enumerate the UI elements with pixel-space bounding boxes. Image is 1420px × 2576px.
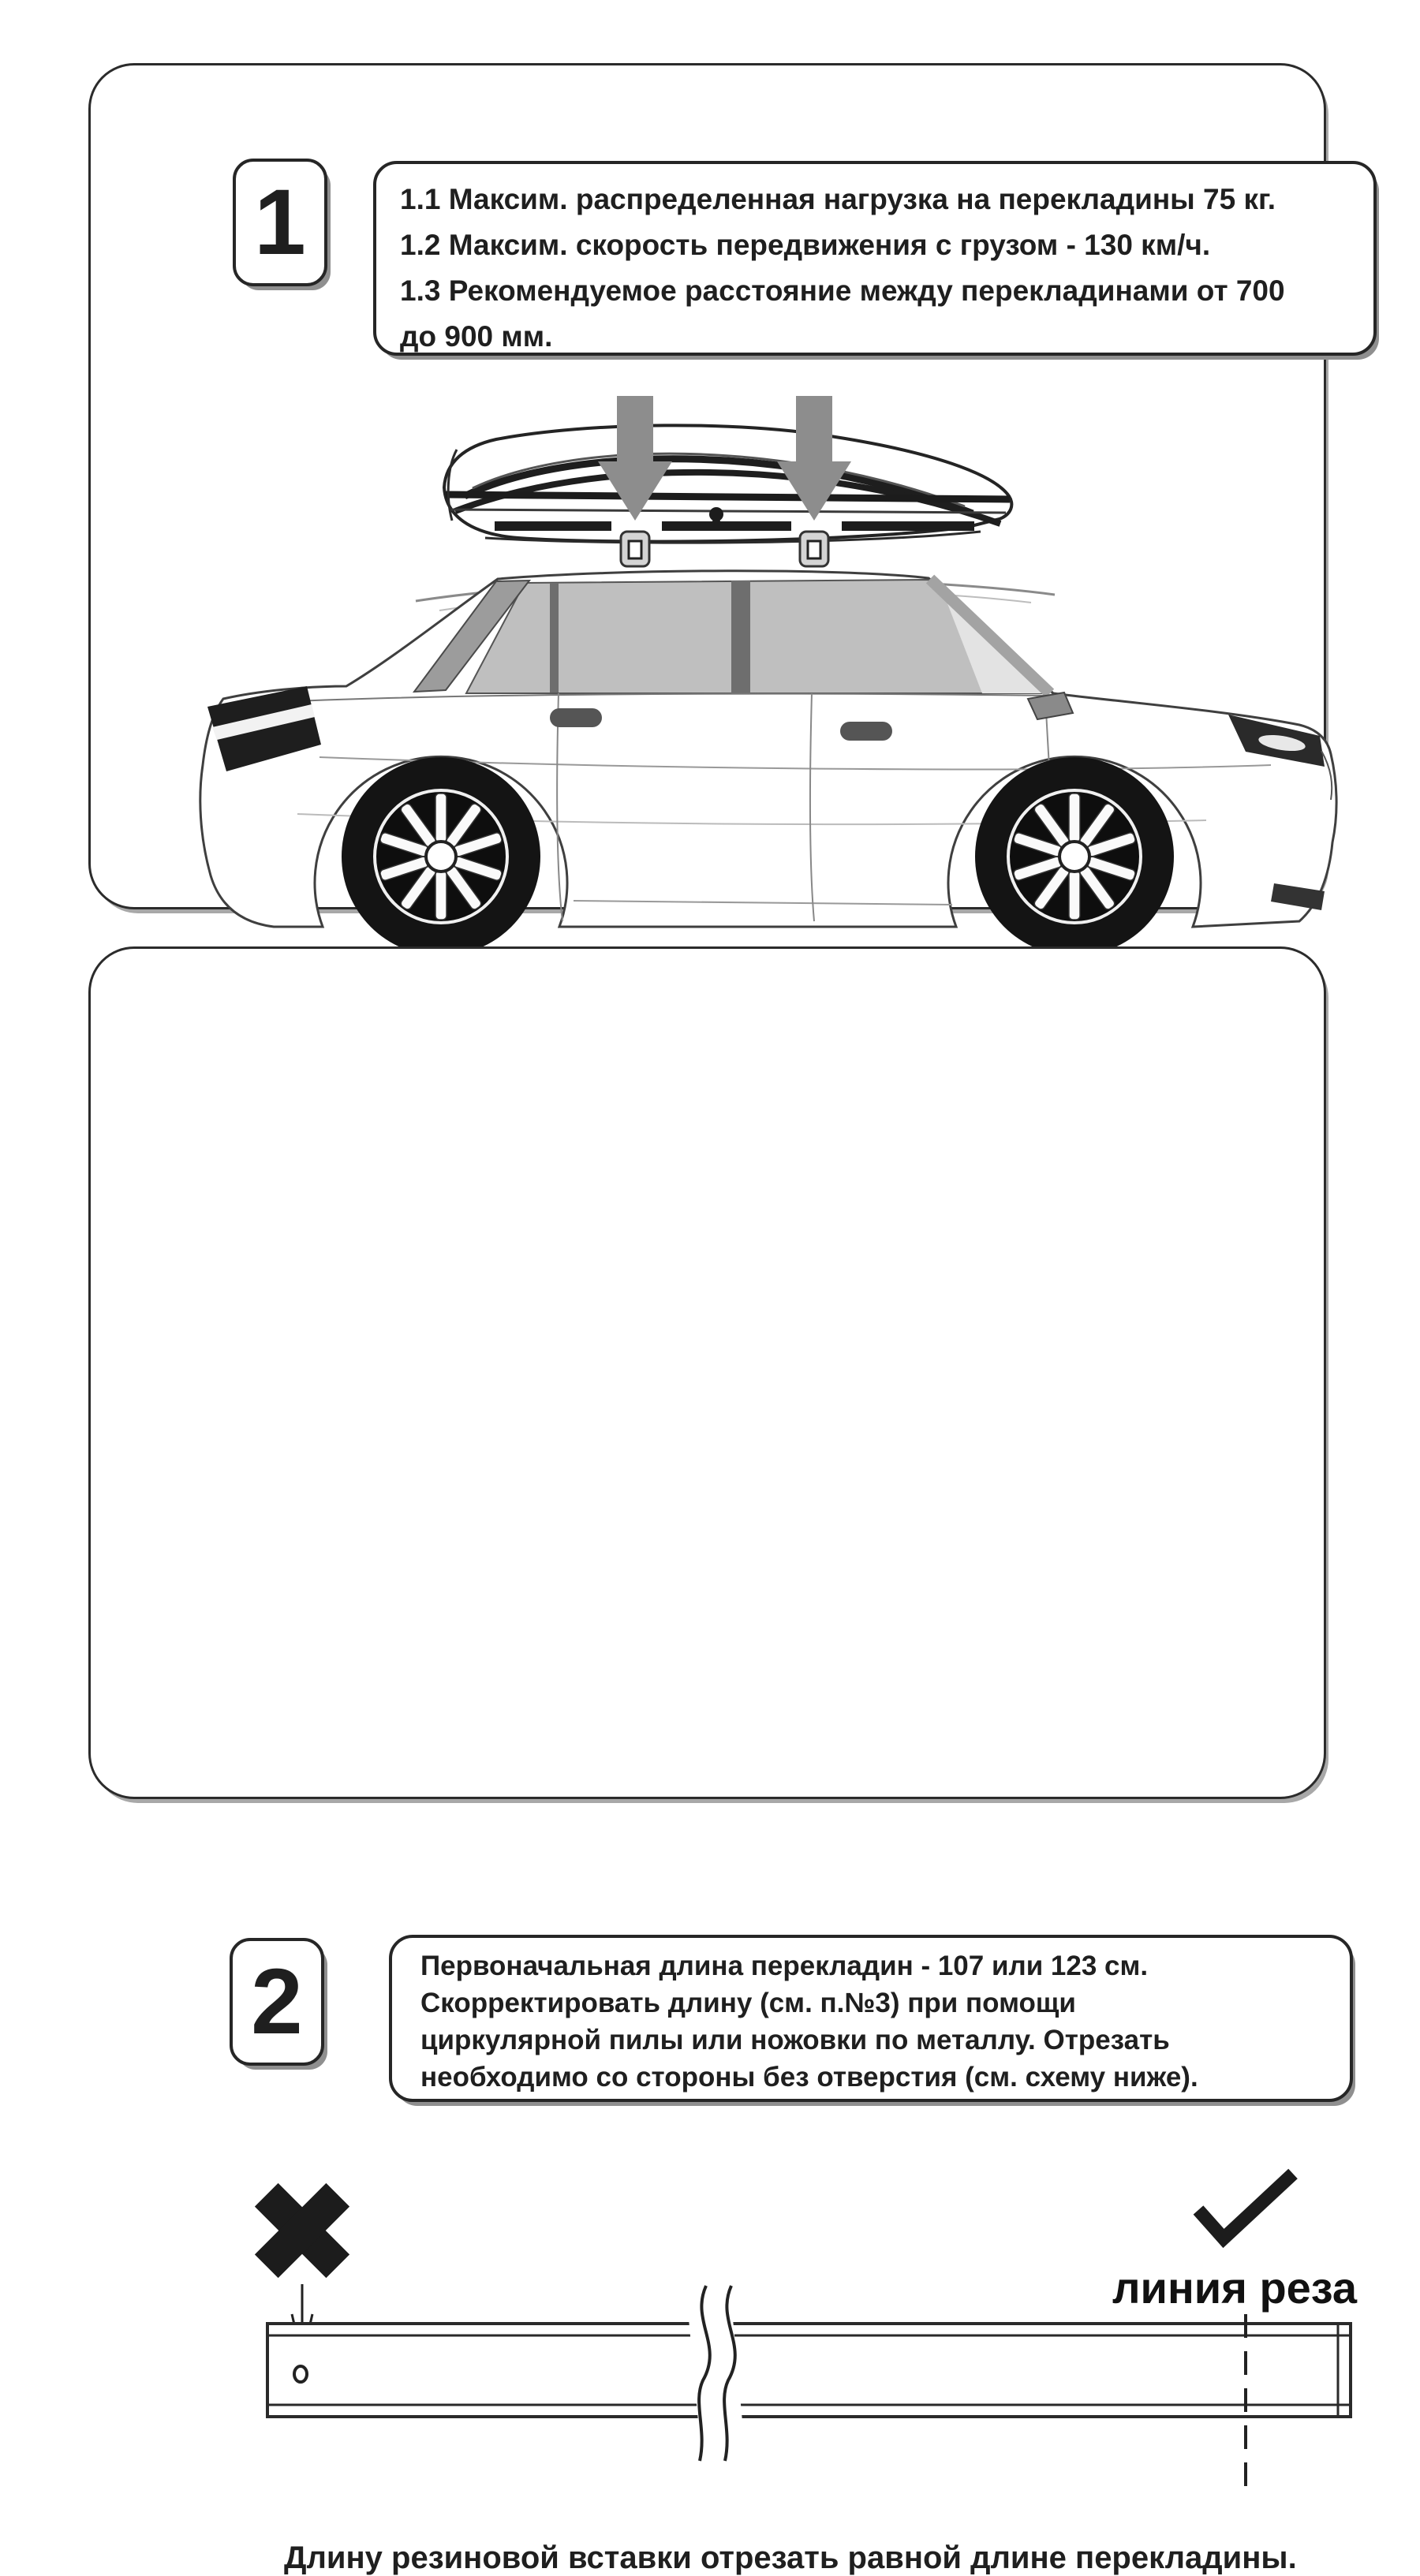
cross-icon [255, 2183, 349, 2278]
instruction-line: Скорректировать длину (см. п.№3) при помощи [420, 1988, 1076, 2018]
factory-hole [294, 2366, 307, 2382]
instructions-box-2 [389, 1935, 1353, 2102]
rubber-insert-caption: Длину резиновой вставки отрезать равной длине перекладины. [284, 2541, 1297, 2575]
instruction-line: необходимо со стороны без отверстия (см. схему ниже). [420, 2062, 1198, 2093]
bar-break-mark [689, 2286, 742, 2461]
step-number-badge [233, 159, 327, 286]
crossbar-cut-diagram [179, 2167, 1412, 2538]
mount-foot-left [621, 532, 649, 566]
step-number-badge [230, 1938, 324, 2066]
roof-box [444, 425, 1011, 566]
instruction-line: 1.2 Максим. скорость передвижения с грузом - 130 км/ч. [400, 229, 1211, 261]
door-handle-front [840, 722, 892, 741]
instructions-box-1 [373, 161, 1377, 356]
rear-wheel [342, 757, 540, 956]
door-handle-rear [550, 708, 602, 727]
step-number: 2 [251, 1950, 303, 2054]
car-roofbox-illustration [179, 260, 1412, 970]
step-number: 1 [254, 170, 306, 274]
b-pillar [731, 581, 750, 693]
instruction-line: до 900 мм. [400, 320, 553, 353]
instruction-line: Первоначальная длина перекладин - 107 или 123 см. [420, 1951, 1149, 1981]
lock-keyhole-icon [709, 507, 723, 531]
panel-step-2 [88, 946, 1358, 2575]
instruction-line: 1.3 Рекомендуемое расстояние между перекладинами от 700 [400, 274, 1285, 307]
check-icon [1198, 2174, 1293, 2238]
front-wheel [975, 757, 1174, 956]
instruction-line: 1.1 Максим. распределенная нагрузка на перекладины 75 кг. [400, 183, 1276, 215]
panel-step-1 [88, 63, 1326, 909]
mount-foot-right [800, 532, 828, 566]
cut-line-label: линия реза [1112, 2263, 1358, 2313]
c-pillar-divider [550, 583, 559, 693]
instruction-line: циркулярной пилы или ножовки по металлу. Отрезать [420, 2025, 1170, 2055]
